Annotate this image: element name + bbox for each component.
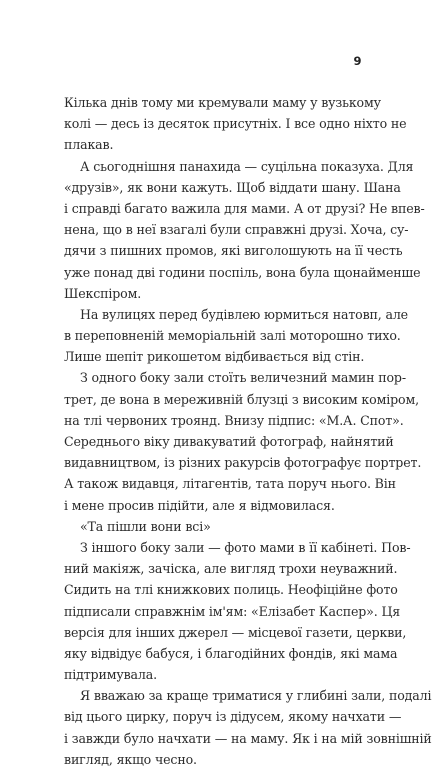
text-line: вигляд, якщо чесно. bbox=[64, 751, 197, 767]
text-line: Кілька днів тому ми кремували маму у вузькому bbox=[64, 95, 381, 110]
page-number: 9 bbox=[353, 54, 362, 68]
text-line: З одного боку зали стоїть величезний мамин пор- bbox=[80, 370, 406, 386]
text-line: Середнього віку дивакуватий фотограф, найнятий bbox=[64, 434, 394, 449]
text-line: «друзів», як вони кажуть. Щоб віддати шану. Шана bbox=[64, 179, 401, 195]
text-line: З іншого боку зали — фото мами в її кабінеті. Пов- bbox=[80, 539, 411, 555]
text-line: А також видавця, літагентів, тата поруч нього. Він bbox=[64, 476, 396, 492]
text-line: версія для інших джерел — місцевої газети, церкви, bbox=[64, 624, 407, 640]
text-line: підписали справжнім ім'ям: «Елізабет Каспер». Ця bbox=[64, 603, 401, 619]
text-line: плакав. bbox=[64, 137, 114, 153]
text-line: дячи з пишних промов, які виголошують на її честь bbox=[64, 243, 403, 259]
text-line: Сидить на тлі книжкових полиць. Неофіційне фото bbox=[64, 582, 398, 598]
text-line: ний макіяж, зачіска, але вигляд трохи неуважний. bbox=[64, 561, 398, 577]
text-line: колі — десь із десяток присутніх. І все одно ніхто не bbox=[64, 116, 407, 132]
text-line: трет, де вона в мереживній блузці з високим коміром, bbox=[64, 391, 419, 407]
text-line: підтримувала. bbox=[64, 667, 157, 683]
text-line: і мене просив підійти, але я відмовилася. bbox=[64, 497, 335, 513]
text-line: від цього цирку, поруч із дідусем, якому начхати — bbox=[64, 709, 402, 725]
text-line: уже понад дві години поспіль, вона була щонайменше bbox=[64, 264, 421, 280]
text-line: видавництвом, із різних ракурсів фотографує портрет. bbox=[64, 455, 422, 471]
text-line: «Та пішли вони всі» bbox=[80, 518, 211, 534]
body-text bbox=[64, 92, 432, 770]
text-line: Я вважаю за краще триматися у глибині зали, подалі bbox=[80, 688, 432, 704]
text-line: А сьогоднішня панахида — суцільна показуха. Для bbox=[80, 158, 414, 174]
text-line: Шекспіром. bbox=[64, 285, 142, 301]
text-line: яку відвідує бабуся, і благодійних фондів, які мама bbox=[64, 645, 398, 661]
text-line: Лише шепіт рикошетом відбивається від стін. bbox=[64, 349, 365, 365]
text-line: і справді багато важила для мами. А от друзі? Не впев- bbox=[64, 200, 425, 216]
text-line: На вулицях перед будівлею юрмиться натовп, але bbox=[80, 306, 408, 322]
text-line: на тлі червоних троянд. Внизу підпис: «М.А. Спот». bbox=[64, 412, 404, 428]
text-line: і завжди було начхати — на маму. Як і на мій зовнішній bbox=[64, 730, 432, 746]
text-line: в переповненій меморіальній залі моторошно тихо. bbox=[64, 328, 401, 344]
text-line: нена, що в неї взагалі були справжні друзі. Хоча, су- bbox=[64, 222, 409, 238]
